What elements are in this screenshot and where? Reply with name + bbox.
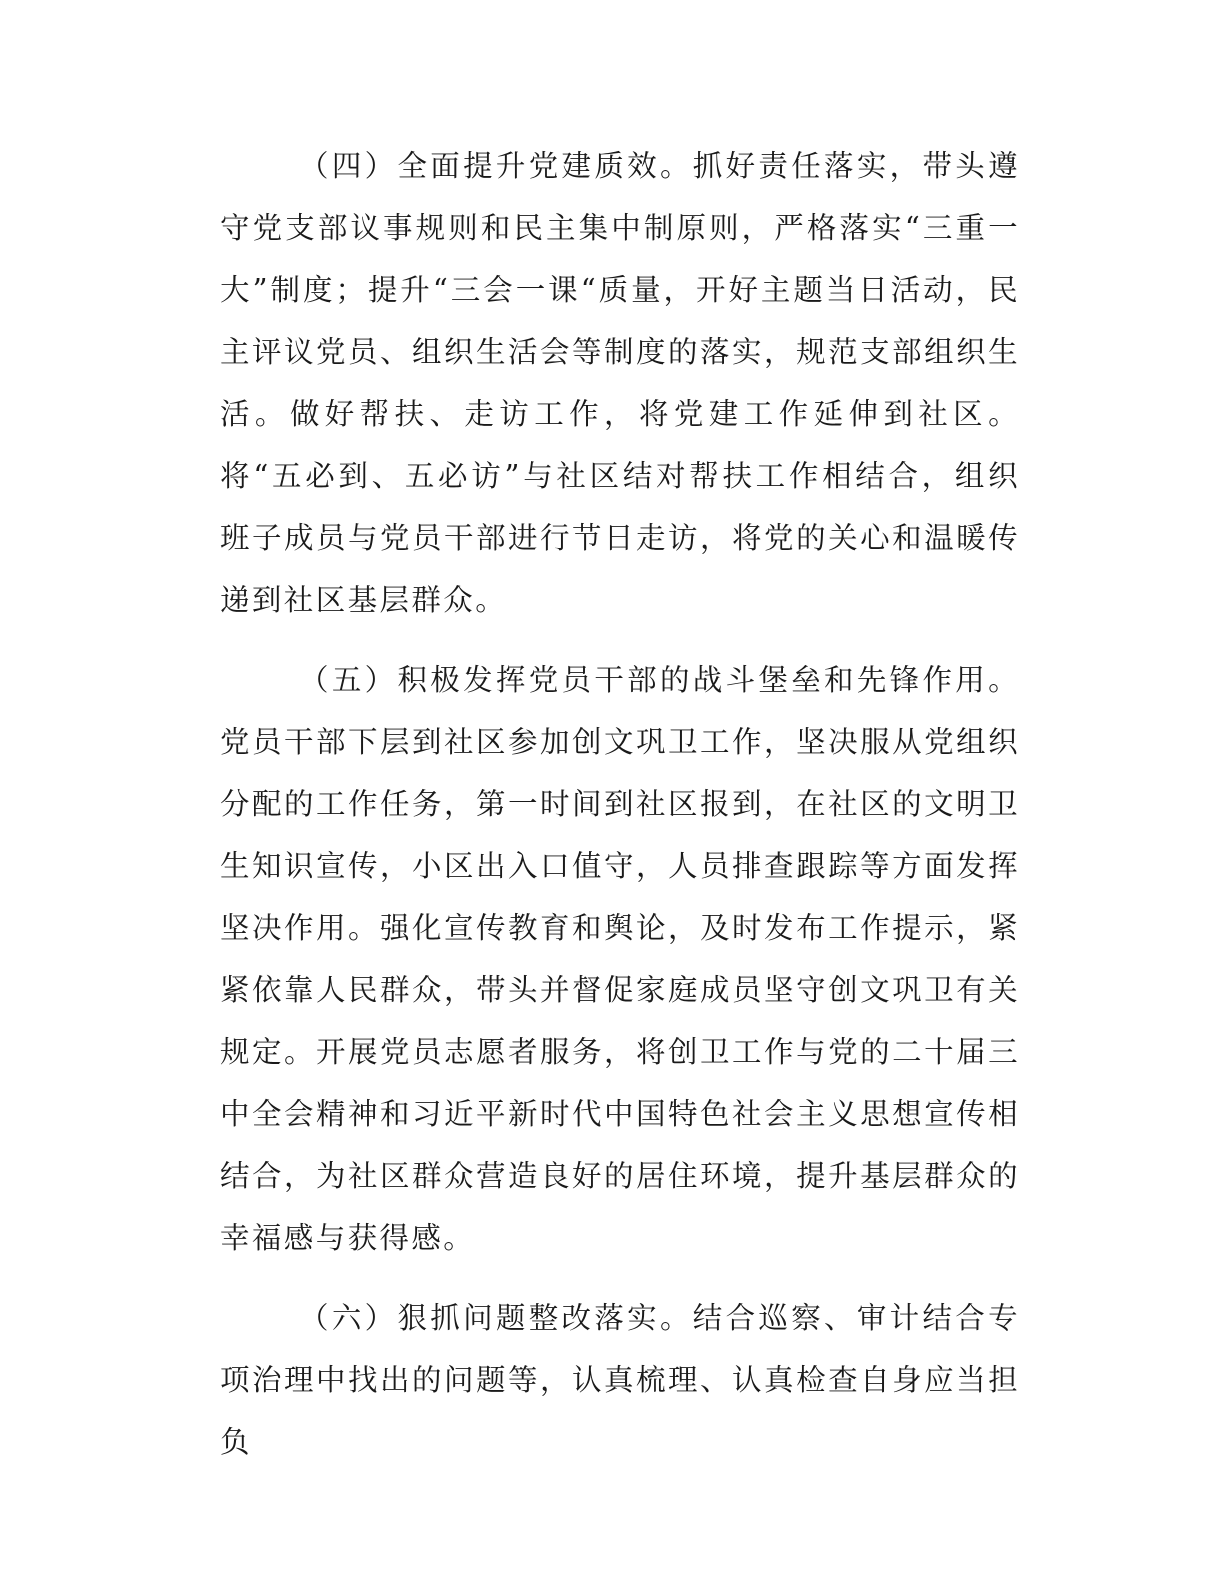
paragraph-vanguard-role: （五）积极发挥党员干部的战斗堡垒和先锋作用。党员干部下层到社区参加创文巩卫工作，坚决服从党组织分配的工作任务，第一时间到社区报到，在社区的文明卫生知识宣传，小区出入口值守，人员排查跟踪等方面发挥坚决作用。强化宣传教育和舆论，及时发布工作提示，紧紧依靠人民群众，带头并督促家庭成员坚守创文巩卫有关规定。开展党员志愿者服务，将创卫工作与党的二十届三中全会精神和习近平新时代中国特色社会主义思想宣传相结合，为社区群众营造良好的居住环境，提升基层群众的幸福感与获得感。 — [220, 663, 1020, 1255]
paragraph-party-building-quality: （四）全面提升党建质效。抓好责任落实，带头遵守党支部议事规则和民主集中制原则，严格落实“三重一大”制度；提升“三会一课“质量，开好主题当日活动，民主评议党员、组织生活会等制度的落实，规范支部组织生活。做好帮扶、走访工作，将党建工作延伸到社区。将“五必到、五必访”与社区结对帮扶工作相结合，组织班子成员与党员干部进行节日走访，将党的关心和温暖传递到社区基层群众。 — [220, 149, 1020, 617]
paragraph-problem-rectification: （六）狠抓问题整改落实。结合巡察、审计结合专项治理中找出的问题等，认真梳理、认真检查自身应当担负 — [220, 1301, 1020, 1459]
document-body — [220, 135, 1020, 1491]
